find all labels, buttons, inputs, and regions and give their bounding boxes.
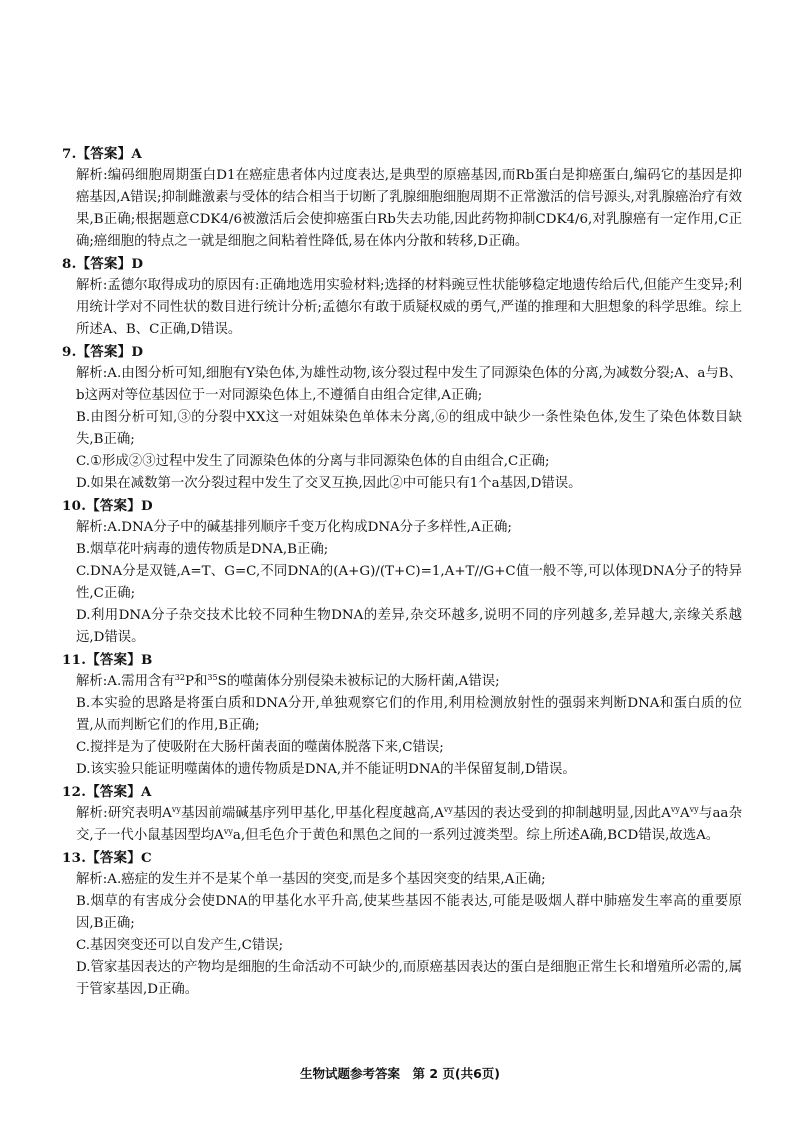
analysis-text: 解析:A.由图分析可知,细胞有Y染色体,为雄性动物,该分裂过程中发生了同源染色体的分离,为减数分裂;A、a与B、b这两对等位基因位于一对同源染色体上,不遵循自由组合定律,A正确; xyxy=(76,366,742,403)
question-10 xyxy=(62,495,742,649)
analysis-text: 解析:A.癌症的发生并不是某个单一基因的突变,而是多个基因突变的结果,A正确; xyxy=(76,872,546,887)
text-part: A xyxy=(679,806,690,821)
text-part: 基因前端碱基序列甲基化,甲基化程度越高,A xyxy=(180,806,444,821)
option-d: D.该实验只能证明噬菌体的遗传物质是DNA,并不能证明DNA的半保留复制,D错误。 xyxy=(76,762,576,777)
analysis-mid: P和 xyxy=(184,674,208,689)
option-d: D.管家基因表达的产物均是细胞的生命活动不可缺少的,而原癌基因表达的蛋白是细胞正常生长和增殖所必需的,属于管家基因,D正确。 xyxy=(76,960,742,997)
option-c: C.基因突变还可以自发产生,C错误; xyxy=(76,938,284,953)
option-b: B.烟草花叶病毒的遗传物质是DNA,B正确; xyxy=(76,542,329,557)
analysis-text: 解析:A.DNA分子中的碱基排列顺序千变万化构成DNA分子多样性,A正确; xyxy=(76,520,512,535)
option-b: B.本实验的思路是将蛋白质和DNA分开,单独观察它们的作用,利用检测放射性的强弱来判断DNA和蛋白质的位置,从而判断它们的作用,B正确; xyxy=(76,696,742,733)
analysis-pre: 解析:A.需用含有 xyxy=(76,674,175,689)
allele-sup: vy xyxy=(443,805,453,814)
text-part: 与aa杂交,子一代小鼠基因型均A xyxy=(76,806,742,843)
text-part: 解析:研究表明A xyxy=(76,806,172,821)
question-12 xyxy=(62,781,742,847)
question-9 xyxy=(62,341,742,495)
answer-label: 13.【答案】C xyxy=(62,850,152,866)
answer-label: 9.【答案】D xyxy=(62,344,144,360)
text-part: a,但毛色介于黄色和黑色之间的一系列过渡类型。综上所述A确,BCD错误,故选A。 xyxy=(232,828,720,843)
question-13 xyxy=(62,847,742,1001)
question-7 xyxy=(62,143,742,253)
answer-label: 10.【答案】D xyxy=(62,498,153,514)
answer-label: 7.【答案】A xyxy=(62,146,143,162)
analysis-text: 解析:编码细胞周期蛋白D1在癌症患者体内过度表达,是典型的原癌基因,而Rb蛋白是抑癌蛋白,编码它的基因是抑癌基因,A错误;抑制雌激素与受体的结合相当于切断了乳腺细胞细胞周期不正常激活的信号源头,对乳腺癌治疗有效果,B正确;根据题意CDK4/6被激活后会使抑癌蛋白Rb失去功能,因此药物抑制CDK4/6,对乳腺癌有一定作用,C正确;癌细胞的特点之一就是细胞之间粘着性降低,易在体内分散和转移,D正确。 xyxy=(76,168,742,249)
analysis-text: 解析:孟德尔取得成功的原因有:正确地选用实验材料;选择的材料豌豆性状能够稳定地遗传给后代,但能产生变异;利用统计学对不同性状的数目进行统计分析;孟德尔有敢于质疑权威的勇气,严谨的推理和大胆想象的科学思维。综上所述A、B、C正确,D错误。 xyxy=(76,278,742,337)
allele-sup: vy xyxy=(223,827,233,836)
isotope-35: 35 xyxy=(207,673,218,682)
answer-label: 11.【答案】B xyxy=(62,652,153,668)
question-8 xyxy=(62,253,742,341)
option-b: B.烟草的有害成分会使DNA的甲基化水平升高,使某些基因不能表达,可能是吸烟人群中肺癌发生率高的重要原因,B正确; xyxy=(76,894,742,931)
option-c: C.DNA分是双链,A=T、G=C,不同DNA的(A+G)/(T+C)=1,A+T//G+C值一般不等,可以体现DNA分子的特异性,C正确; xyxy=(76,564,742,601)
analysis-text xyxy=(76,803,742,847)
answer-label: 12.【答案】A xyxy=(62,784,152,800)
isotope-32: 32 xyxy=(174,673,185,682)
option-d: D.如果在减数第一次分裂过程中发生了交叉互换,因此②中可能只有1个a基因,D错误。 xyxy=(76,476,582,491)
answer-label: 8.【答案】D xyxy=(62,256,144,272)
option-c: C.①形成②③过程中发生了同源染色体的分离与非同源染色体的自由组合,C正确; xyxy=(76,454,550,469)
text-part: 基因的表达受到的抑制越明显,因此A xyxy=(452,806,671,821)
allele-sup: vy xyxy=(689,805,699,814)
option-b: B.由图分析可知,③的分裂中XX这一对姐妹染色单体未分离,⑥的组成中缺少一条性染色体,发生了染色体数目缺失,B正确; xyxy=(76,410,742,447)
analysis-text xyxy=(76,671,742,693)
allele-sup: vy xyxy=(171,805,181,814)
analysis-post: S的噬菌体分别侵染未被标记的大肠杆菌,A错误; xyxy=(217,674,500,689)
page-footer: 生物试题参考答案 第 2 页(共6页) xyxy=(299,1066,501,1081)
option-d: D.利用DNA分子杂交技术比较不同种生物DNA的差异,杂交环越多,说明不同的序列越多,差异越大,亲缘关系越远,D错误。 xyxy=(76,608,742,645)
question-11 xyxy=(62,649,742,781)
allele-sup: vy xyxy=(670,805,680,814)
option-c: C.搅拌是为了使吸附在大肠杆菌表面的噬菌体脱落下来,C错误; xyxy=(76,740,444,755)
